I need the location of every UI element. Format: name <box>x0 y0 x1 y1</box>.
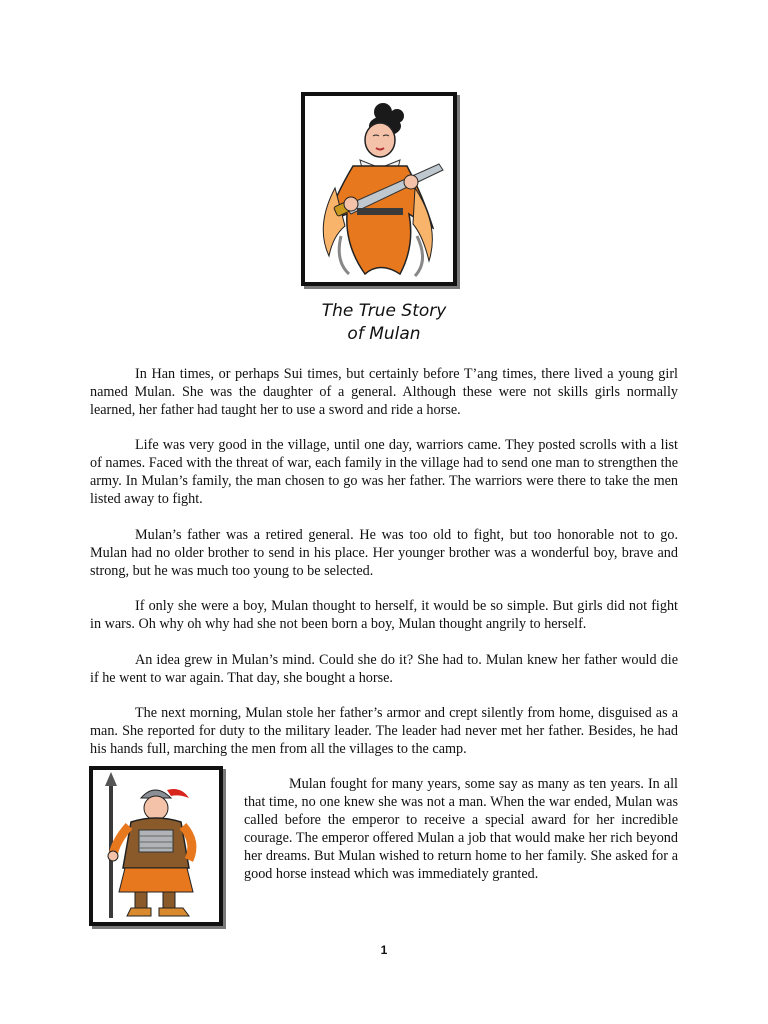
document-title <box>284 300 484 346</box>
paragraph-2: Life was very good in the village, until one day, warriors came. They posted scrolls with a list of names. Faced with the threat of war, each family in the village had to send one man to strengthen the army. In Mulan’s family, the man chosen to go was her father. The warriors were there to take the men listed away to fight. <box>90 437 678 507</box>
mulan-soldier-illustration <box>89 766 223 926</box>
paragraph-7: Mulan fought for many years, some say as many as ten years. In all that time, no one knew she was not a man. When the war ended, Mulan was called before the emperor to receive a special award for her incredible courage. The emperor offered Mulan a job that would make her rich beyond her dreams. But Mulan wished to return home to her family. She asked for a good horse instead which was immediately granted. <box>244 776 678 882</box>
paragraph-5: An idea grew in Mulan’s mind. Could she do it? She had to. Mulan knew her father would die if he went to war again. That day, she bought a horse. <box>90 652 678 686</box>
mulan-with-sword-image <box>305 96 453 282</box>
page-number: 1 <box>380 943 388 957</box>
paragraph-1: In Han times, or perhaps Sui times, but certainly before T’ang times, there lived a young girl named Mulan. She was the daughter of a general. Although these were not skills girls normally learned, her father had taught her to use a sword and ride a horse. <box>90 366 678 418</box>
mulan-sword-illustration <box>301 92 457 286</box>
paragraph-3: Mulan’s father was a retired general. He was too old to fight, but too honorable not to go. Mulan had no older brother to send in his place. Her younger brother was a wonderful boy, brave and strong, but he was much too young to be selected. <box>90 527 678 579</box>
title-line-2: of Mulan <box>347 324 421 344</box>
paragraph-4: If only she were a boy, Mulan thought to herself, it would be so simple. But girls did not fight in wars. Oh why oh why had she not been born a boy, Mulan thought angrily to herself. <box>90 598 678 632</box>
paragraph-6: The next morning, Mulan stole her father’s armor and crept silently from home, disguised as a man. She reported for duty to the military leader. The leader had never met her father. Besides, he had his hands full, marching the men from all the villages to the camp. <box>90 705 678 757</box>
mulan-armored-soldier-image <box>93 770 219 922</box>
title-line-1: The True Story <box>321 301 447 321</box>
